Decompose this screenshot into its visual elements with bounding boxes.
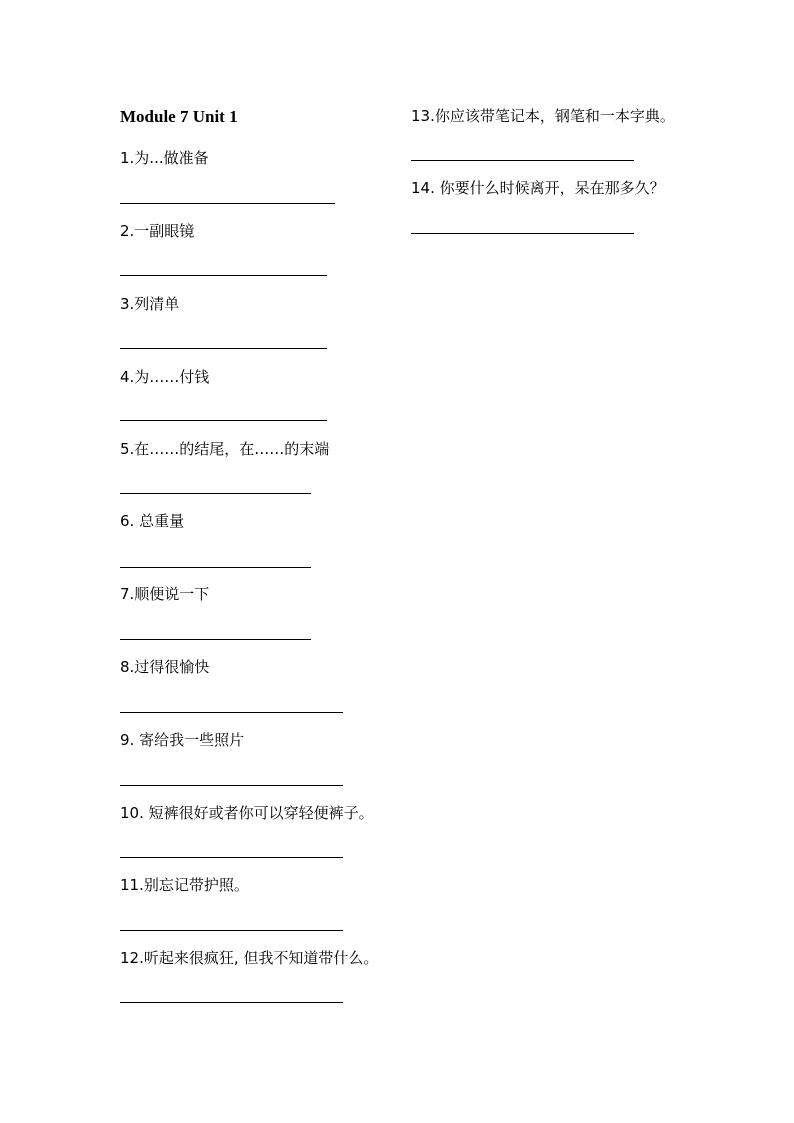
question-12: 12.听起来很疯狂, 但我不知道带什么。 bbox=[120, 949, 379, 967]
page-title: Module 7 Unit 1 bbox=[120, 107, 238, 126]
question-10: 10. 短裤很好或者你可以穿轻便裤子。 bbox=[120, 804, 374, 822]
answer-line-5[interactable] bbox=[120, 493, 311, 494]
answer-line-10[interactable] bbox=[120, 857, 343, 858]
question-2: 2.一副眼镜 bbox=[120, 222, 195, 240]
question-6: 6. 总重量 bbox=[120, 512, 185, 530]
answer-line-2[interactable] bbox=[120, 275, 327, 276]
answer-line-7[interactable] bbox=[120, 639, 311, 640]
question-5: 5.在……的结尾，在……的末端 bbox=[120, 440, 330, 458]
question-9: 9. 寄给我一些照片 bbox=[120, 731, 245, 749]
answer-line-9[interactable] bbox=[120, 785, 343, 786]
question-4: 4.为……付钱 bbox=[120, 368, 210, 386]
question-1: 1.为...做准备 bbox=[120, 149, 209, 167]
answer-line-13[interactable] bbox=[411, 160, 634, 161]
answer-line-8[interactable] bbox=[120, 712, 343, 713]
answer-line-14[interactable] bbox=[411, 233, 634, 234]
question-3: 3.列清单 bbox=[120, 295, 180, 313]
question-11: 11.别忘记带护照。 bbox=[120, 876, 249, 894]
answer-line-1[interactable] bbox=[120, 203, 335, 204]
answer-line-12[interactable] bbox=[120, 1002, 343, 1003]
question-7: 7.顺便说一下 bbox=[120, 585, 210, 603]
question-14: 14. 你要什么时候离开，呆在那多久？ bbox=[411, 179, 665, 197]
question-8: 8.过得很愉快 bbox=[120, 658, 210, 676]
answer-line-6[interactable] bbox=[120, 567, 311, 568]
answer-line-4[interactable] bbox=[120, 420, 327, 421]
answer-line-3[interactable] bbox=[120, 348, 327, 349]
answer-line-11[interactable] bbox=[120, 930, 343, 931]
question-13: 13.你应该带笔记本，钢笔和一本字典。 bbox=[411, 107, 675, 125]
